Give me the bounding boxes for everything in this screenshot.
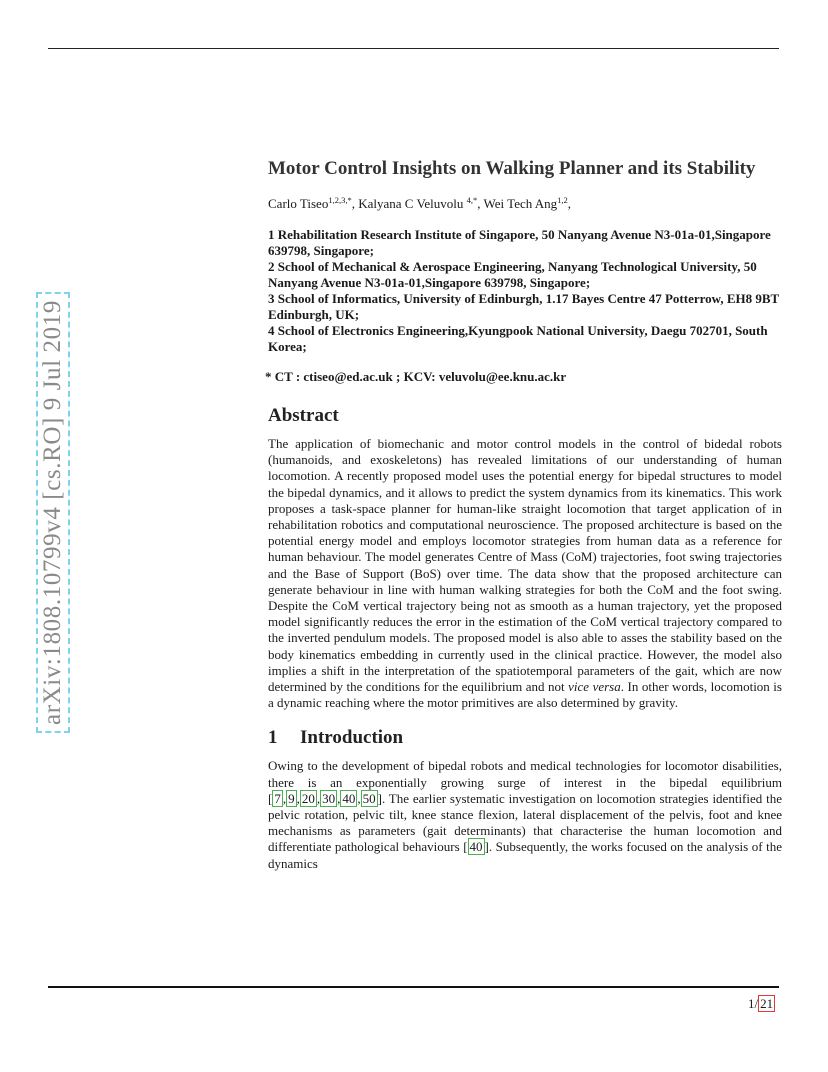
current-page: 1 [748,996,755,1011]
intro-text-part: . Subsequently, the works focused on the analysis of the dynamics [268,839,783,871]
affiliation-item: 3 School of Informatics, University of Edinburgh, 1.17 Bayes Centre 47 Potterrow, EH8 9BT Edinburgh, UK; [268,291,779,322]
page-number: 1/ 21 [748,996,774,1011]
citation-link[interactable]: 20 [301,790,315,806]
section-number: 1 [268,727,278,749]
footer-rule [48,986,779,988]
author-name: Wei Tech Ang [483,196,558,211]
citation-link[interactable]: 40 [342,790,356,806]
intro-text-part: . The earlier systematic investigation on locomotion strategies identified the pelvic rotation, pelvic tilt, knee stance flexion, lateral displacement of the pelvis, foot and knee mechanisms as parameters (gait determinants) that characterise the human locomotion and differentiate pathological behaviours [268,790,782,855]
citation-link[interactable]: 30 [322,790,336,806]
citation-link[interactable]: 40 [469,839,483,855]
affiliations [268,227,782,355]
citation-link[interactable]: 50 [362,790,376,806]
citation-group: [ 7 , 9 , 20 , 30 , 40 , 50 ] [268,790,382,806]
intro-text-part: Owing to the development of bipedal robots and medical technologies for locomotor disabilities, there is an exponentially growing surge of interest in the bipedal equilibrium [268,758,782,790]
affiliation-item: 2 School of Mechanical & Aerospace Engineering, Nanyang Technological University, 50 Nanyang Avenue N3-01a-01,Singapore 639798, Singapore; [268,259,757,290]
total-pages-link[interactable]: 21 [760,996,774,1011]
affiliation-item: 4 School of Electronics Engineering,Kyungpook National University, Daegu 702701, South Korea; [268,323,768,354]
author-affil-sup: 1,2,3,* [328,195,352,205]
introduction-heading [268,726,782,750]
affiliation-item: 1 Rehabilitation Research Institute of Singapore, 50 Nanyang Avenue N3-01a-01,Singapore 639798, Singapore; [268,227,771,258]
paper-first-page [265,156,783,872]
author-affil-sup: 4,* [466,195,478,205]
author-name: Carlo Tiseo [268,196,329,211]
citation-link[interactable]: 9 [288,790,295,806]
author-name: Kalyana C Veluvolu [358,196,464,211]
abstract-body-end: . In other words, locomotion is a dynamic reaching where the motor primitives are also determined by gravity. [268,679,782,711]
abstract-text [268,436,782,711]
paper-title: Motor Control Insights on Walking Planner and its Stability [268,158,756,179]
section-title: Introduction [300,727,404,749]
arxiv-id-link[interactable]: arXiv:1808.10799v4 [cs.RO] 9 Jul 2019 [36,292,70,733]
author-list: Carlo Tiseo$^{1,2,3,*}$, Kalyana C Veluvolu $^{4,*}$, Wei Tech Ang$^{1,2}$, [268,195,572,211]
author-affil-sup: 1,2 [557,195,568,205]
abstract-heading: Abstract [268,405,339,426]
abstract-body: The application of biomechanic and motor control models in the control of bidedal robots (humanoids, and exoskeletons) has revealed limitations of our understanding of human locomotion. A recently proposed model uses the potential energy for bipedal structures to model the bipedal dynamics, and it allows to predict the system dynamics from its kinematics. This work proposes a task-space planner for human-like straight locomotion that target application of in rehabilitation robotics and computational neuroscience. The proposed architecture is based on the potential energy model and employs locomotor strategies from human data as a reference for human behaviour. The model generates Centre of Mass (CoM) trajectories, foot swing trajectories and the Base of Support (BoS) over time. The data show that the proposed architecture can generate behaviour in line with human walking strategies for both the CoM and the foot swing. Despite the CoM vertical trajectory being not as smooth as a human trajectory, yet the proposed model significantly reduces the error in the estimation of the CoM vertical trajectory compared to the inverted pendulum models. The proposed model is also able to asses the stability based on the body kinematics embedding in currently used in the clinical practice. However, the model also implies a shift in the interpretation of the spatiotemporal parameters of the gait, which are now determined by the conditions for the equilibrium and not [268,436,782,695]
abstract-italic: vice versa [568,679,621,695]
introduction-text: Owing to the development of bipedal robots and medical technologies for locomotor disabilities, there is an exponentially growing surge of interest in the bipedal equilibrium [ 7 , 9 , 20 , 30 , 40 , 50 ]. The earlier systematic investigation on locomotion strategies identified the pelvic rotation, pelvic tilt, knee stance flexion, lateral displacement of the pelvis, foot and knee mechanisms as parameters (gait determinants) that characterise the human locomotion and differentiate pathological behaviours [ 40 ]. Subsequently, the works focused on the analysis of the dynamics [268,758,783,871]
corresponding-contact: * CT : ctiseo@ed.ac.uk ; KCV: veluvolu@ee.knu.ac.kr [265,369,567,384]
header-rule [48,48,779,49]
citation-link[interactable]: 7 [274,790,281,806]
